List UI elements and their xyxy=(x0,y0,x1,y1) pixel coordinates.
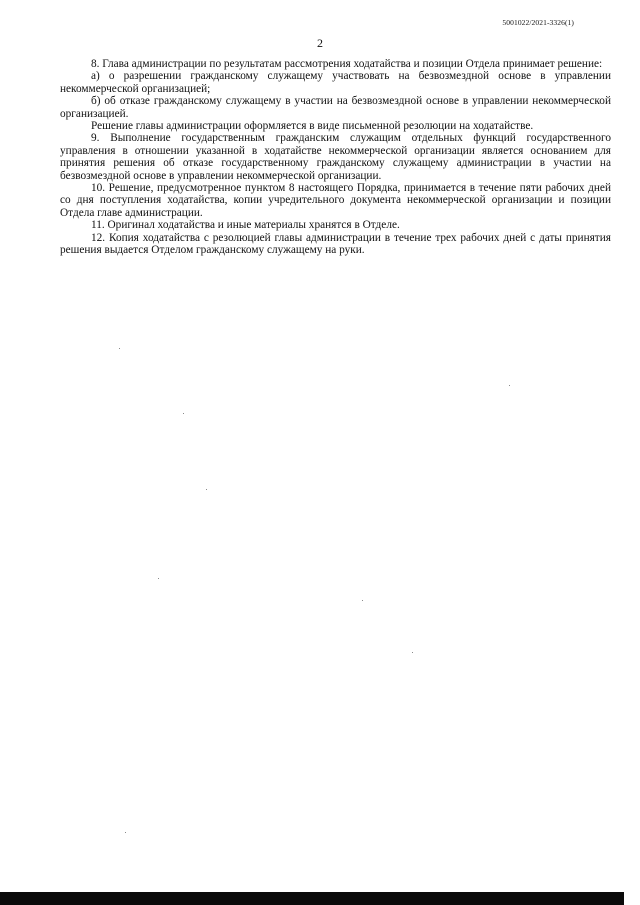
scan-speck xyxy=(362,600,363,601)
document-registration-number: 5001022/2021-3326(1) xyxy=(502,18,574,27)
paragraph-item-10: 10. Решение, предусмотренное пунктом 8 настоящего Порядка, принимается в течение пяти рабочих дней со дня поступления ходатайства, копии учредительного документа некоммерческой организации и позиции Отдела главе администрации. xyxy=(60,182,611,219)
scan-speck xyxy=(183,413,184,414)
paragraph-item-11: 11. Оригинал ходатайства и иные материалы хранятся в Отделе. xyxy=(91,219,400,232)
scan-speck xyxy=(509,385,510,386)
scan-bottom-edge xyxy=(0,892,640,905)
paragraph-item-9: 9. Выполнение государственным гражданским служащим отдельных функций государственного управления в отношении указанной в ходатайстве некоммерческой организации является основанием для принятия решения об отказе государственному гражданскому служащему администрации в участии на безвозмездной основе в управлении некоммерческой организации. xyxy=(60,132,611,182)
paragraph-resolution-note: Решение главы администрации оформляется в виде письменной резолюции на ходатайстве. xyxy=(91,120,534,133)
paragraph-item-8b: б) об отказе гражданскому служащему в участии на безвозмездной основе в управлении некоммерческой организацией. xyxy=(60,95,611,120)
scan-speck xyxy=(119,348,120,349)
scan-speck xyxy=(412,652,413,653)
paragraph-item-12: 12. Копия ходатайства с резолюцией главы администрации в течение трех рабочих дней с даты принятия решения выдается Отделом гражданскому служащему на руки. xyxy=(60,231,611,257)
paragraph-item-8a: а) о разрешении гражданскому служащему участвовать на безвозмездной основе в управлении некоммерческой организацией; xyxy=(60,70,611,95)
scan-speck xyxy=(158,578,159,579)
scan-speck xyxy=(206,489,207,490)
scan-speck xyxy=(125,832,126,833)
paragraph-item-8: 8. Глава администрации по результатам рассмотрения ходатайства и позиции Отдела принимает решение: xyxy=(91,58,603,70)
page-number: 2 xyxy=(317,36,323,50)
document-body xyxy=(60,58,611,257)
